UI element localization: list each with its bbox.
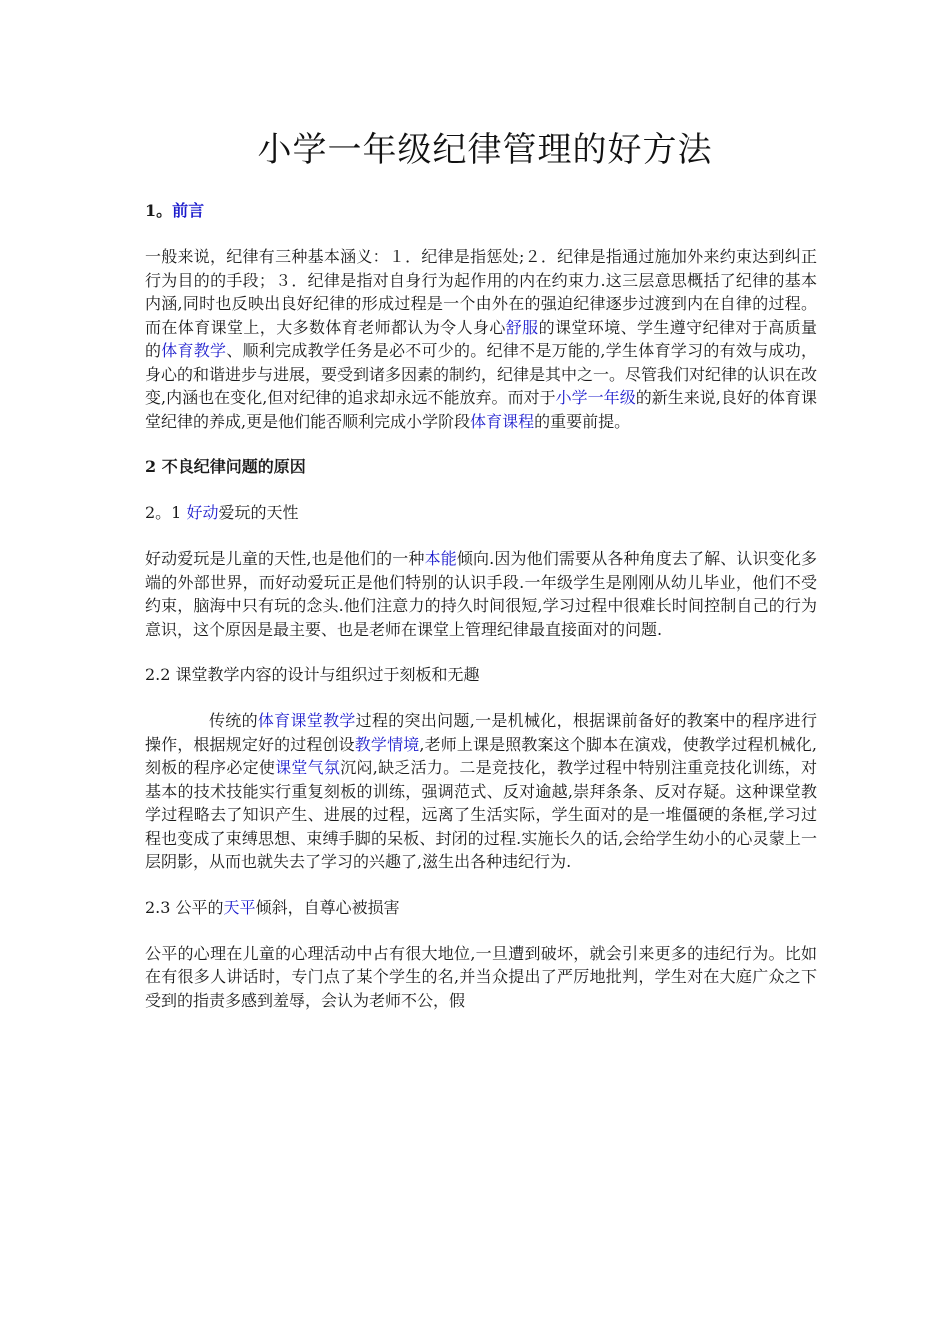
text-run: 沉闷,缺乏活力。二是竞技化，教学过程中特别注重竞技化训练，对基本的技术技能实行重复刻板的训练，强调范式、反对逾越,崇拜条条、反对存疑。这种课堂教学过程略去了知识产生、进展的过程，远离了生活实际，学生面对的是一堆僵硬的条框,学习过程也变成了束缚思想、束缚手脚的呆板、封闭的过程.实施长久的话,会给学生幼小的心灵蒙上一层阴影，从而也就失去了学习的兴趣了,滋生出各种违纪行为. [145,758,817,871]
section-2-1-heading [145,501,817,525]
section-2-3-number: 2.3 公平的 [145,897,224,917]
text-run: 好动爱玩是儿童的天性,也是他们的一种 [145,549,425,568]
section-2-3-title-rest: 倾斜，自尊心被损害 [255,897,400,917]
section-2-1-number: 2。1 [145,503,187,522]
text-run: ,老师上课是照教案这个脚本在演戏，使教学过程机械化,刻板的程序必定使 [145,734,817,777]
link-benneng[interactable]: 本能 [424,549,457,568]
link-tiyu-ketang-jiaoxue[interactable]: 体育课堂教学 [257,711,356,730]
section-2-heading: 2 不良纪律问题的原因 [145,457,306,476]
link-haodong[interactable]: 好动 [186,503,219,522]
section-2-1-paragraph [145,547,817,641]
section-2-2-heading: 2.2 课堂教学内容的设计与组织过于刻板和无趣 [145,665,480,684]
text-run: 过程的突出问题,一是机械化，根据课前备好的教案中的程序进行操作，根据规定好的过程创设 [145,711,817,754]
text-run: 的新生来说,良好的体育课堂纪律的养成,更是他们能否顺利完成小学阶段 [145,388,817,431]
section-1-paragraph [145,245,817,433]
section-2-1-title-rest: 爱玩的天性 [218,503,299,522]
text-run: 一般来说，纪律有三种基本涵义：１．纪律是指惩处;２．纪律是指通过施加外来约束达到纠正行为目的的手段；３．纪律是指对自身行为起作用的内在约束力.这三层意思概括了纪律的基本内涵,同时也反映出良好纪律的形成过程是一个由外在的强迫纪律逐步过渡到内在自律的过程。而在体育课堂上，大多数体育老师都认为令人身心 [145,247,817,337]
section-2-3-paragraph [145,942,817,1013]
text-run: 传统的 [209,711,258,730]
link-ketang-qifen[interactable]: 课堂气氛 [275,758,341,777]
link-xiaoxue-yinianji[interactable]: 小学一年级 [555,388,636,407]
text-run: 的课堂环境、学生遵守纪律对于高质量的 [145,317,817,360]
link-jiaoxue-qingjing[interactable]: 教学情境 [354,734,420,754]
section-1-heading [145,199,817,223]
link-tiyu-kecheng[interactable]: 体育课程 [470,411,535,431]
section-1-title-link[interactable]: 前言 [172,201,205,220]
section-2-3-heading [145,896,817,920]
text-run: 、顺利完成教学任务是必不可少的。纪律不是万能的,学生体育学习的有效与成功，身心的和谐进步与进展，要受到诸多因素的制约，纪律是其中之一。尽管我们对纪律的认识在改变,内涵也在变化,但对纪律的追求却永远不能放弃。而对于 [145,341,818,407]
text-run: 公平的心理在儿童的心理活动中占有很大地位,一旦遭到破坏，就会引来更多的违纪行为。比如在有很多人讲话时，专门点了某个学生的名,并当众提出了严厉地批判，学生对在大庭广众之下受到的指责多感到羞辱，会认为老师不公，假 [145,943,817,1010]
section-1-number: 1。 [145,201,173,220]
link-tiyu-jiaoxue[interactable]: 体育教学 [161,341,227,360]
text-run: 倾向.因为他们需要从各种角度去了解、认识变化多端的外部世界，而好动爱玩正是他们特别的认识手段.一年级学生是刚刚从幼儿毕业，他们不受约束，脑海中只有玩的念头.他们注意力的持久时间很短,学习过程中很难长时间控制自己的行为意识，这个原因是最主要、也是老师在课堂上管理纪律最直接面对的问题. [145,549,817,639]
link-shufu[interactable]: 舒服 [505,317,539,337]
document-page [145,122,817,1034]
text-run: 的重要前提。 [534,411,631,431]
link-tianping[interactable]: 天平 [223,897,256,917]
section-2-2-paragraph [145,709,817,874]
document-title: 小学一年级纪律管理的好方法 [257,130,713,170]
